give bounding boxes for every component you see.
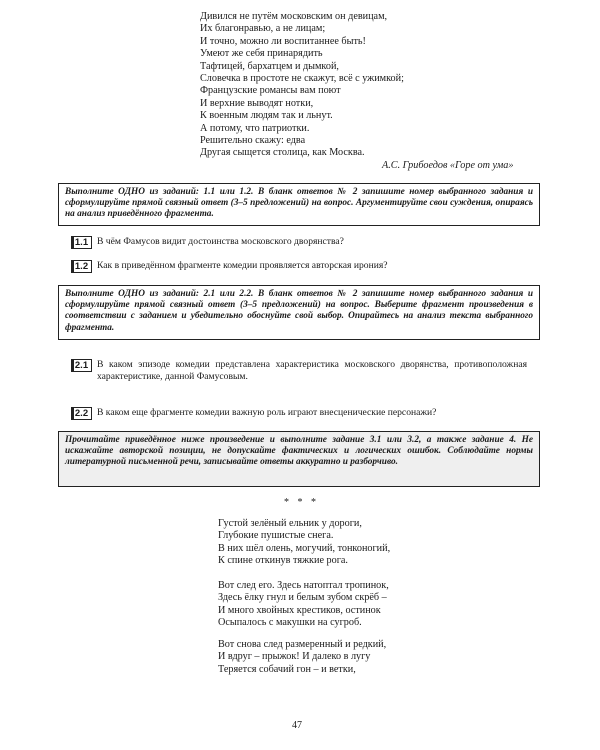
task-number-badge: 2.2 [71,407,92,420]
poem-line: Тафтицей, бархатцем и дымкой, [200,60,339,72]
poem-line: Здесь ёлку гнул и белым зубом скрёб – [218,592,387,604]
poem-line: Теряется собачий гон – и ветки, [218,663,356,675]
poem-stanza [218,580,389,630]
poem-line: Решительно скажу: едва [200,135,306,147]
task-question: В каком эпизоде комедии представлена характеристика московского дворянства, противоположная характеристике, данной Фамусовым. [97,359,527,382]
poem-line: И вдруг – прыжок! И далеко в лугу [218,651,371,663]
poem-line: А потому, что патриотки. [200,122,310,134]
poem-line: Французские романсы вам поют [200,85,341,97]
poem-attribution: А.С. Грибоедов «Горе от ума» [382,160,514,171]
poem-line: Умеют же себя принарядить [200,48,323,60]
poem-line: Их благонравью, а не лицам; [200,23,326,35]
task-number-badge: 1.1 [71,236,92,249]
poem-line: Вот снова след размеренный и редкий, [218,639,387,650]
task-number-badge: 1.2 [71,260,92,273]
poem-line: К спине откинув тяжкие рога. [218,555,348,567]
instruction-box-2: Выполните ОДНО из заданий: 2.1 или 2.2. В бланк ответов № 2 запишите номер выбранного задания и сформулируйте прямой связный ответ (3–5 предложений) на вопрос. Выберите фрагмент произведения в соответствии с заданием и убедительно обоснуйте свой выбор. Опирайтесь на анализ текста выбранного фрагмента. [58,285,540,340]
poem-line: К военным людям так и льнут. [200,110,333,122]
instruction-box-1: Выполните ОДНО из заданий: 1.1 или 1.2. В бланк ответов № 2 запишите номер выбранного задания и сформулируйте прямой связный ответ (3–5 предложений) на вопрос. Аргументируйте свои суждения, опираясь на анализ приведённого фрагмента. [58,183,540,226]
task-number-badge: 2.1 [71,359,92,372]
poem-stanza [218,639,386,676]
task-question: В чём Фамусов видит достоинства московского дворянства? [97,236,344,247]
poem-line: Другая сыщется столица, как Москва. [200,147,365,159]
poem-stanza [218,518,390,568]
poem-line: И много хвойных крестиков, остинок [218,604,381,616]
poem-line: Дивился не путём московским он девицам, [200,11,388,22]
poem-line: Осыпалось с макушки на сугроб. [218,617,362,629]
poem-line: Словечка в простоте не скажут, всё с ужимкой; [200,73,404,85]
poem-line: Вот след его. Здесь натоптал тропинок, [218,580,389,591]
poem-separator: * * * [284,497,319,508]
poem-line: В них шёл олень, могучий, тонконогий, [218,542,391,554]
poem-line: И верхние выводят нотки, [200,97,314,109]
poem-line: И точно, можно ли воспитаннее быть! [200,35,366,47]
poem-line: Густой зелёный ельник у дороги, [218,518,362,529]
poem-excerpt-griboedov [200,11,404,160]
instruction-box-3: Прочитайте приведённое ниже произведение и выполните задание 3.1 или 3.2, а также задание 4. Не искажайте авторской позиции, не допускайте фактических и логических ошибок. Соблюдайте нормы литературной письменной речи, записывайте ответы аккуратно и разборчиво. [58,431,540,487]
page-number: 47 [292,720,302,731]
poem-line: Глубокие пушистые снега. [218,530,334,542]
task-question: В каком еще фрагменте комедии важную роль играют внесценические персонажи? [97,407,437,418]
task-question: Как в приведённом фрагменте комедии проявляется авторская ирония? [97,260,388,271]
